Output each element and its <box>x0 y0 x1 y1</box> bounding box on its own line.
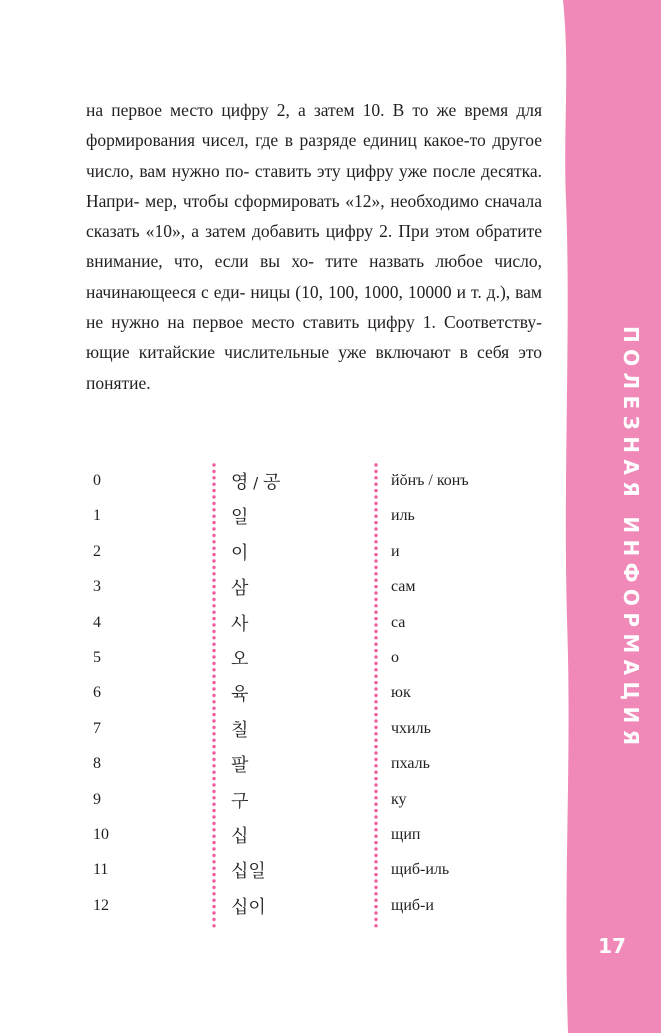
reading-cell: ку <box>391 790 407 808</box>
sidebar-background <box>563 0 661 1033</box>
number-cell: 6 <box>93 684 101 702</box>
separator-dot <box>212 463 215 466</box>
table-row <box>0 751 560 781</box>
korean-word-alt: 공 <box>262 472 281 493</box>
reading-cell: щиб-и <box>391 896 434 914</box>
korean-cell: 구 <box>231 790 249 812</box>
separator-dot <box>374 604 377 607</box>
reading-cell: о <box>391 649 399 666</box>
number-cell: 12 <box>93 896 109 914</box>
table-row <box>0 645 560 675</box>
korean-cell: 십 <box>231 826 249 847</box>
reading-cell: щип <box>391 826 421 843</box>
korean-separator: / <box>248 474 263 492</box>
table-row <box>0 574 560 604</box>
reading-cell: чхиль <box>391 719 431 737</box>
table-row <box>0 822 560 852</box>
reading-cell: юк <box>391 684 411 702</box>
number-cell: 7 <box>93 719 101 737</box>
number-cell: 0 <box>93 472 101 489</box>
table-row <box>0 468 560 498</box>
reading-cell: пхаль <box>391 755 430 773</box>
korean-cell: 오 <box>231 649 249 670</box>
table-row <box>0 893 560 923</box>
reading-cell: сам <box>391 578 416 596</box>
number-cell: 11 <box>93 861 109 879</box>
paragraph-line: ющие китайские числительные уже включают <box>86 342 451 363</box>
paragraph-line: мер, чтобы сформировать «12», необходимо <box>145 190 479 211</box>
separator-dot <box>374 534 377 537</box>
table-row <box>0 503 560 533</box>
separator-dot <box>374 675 377 678</box>
korean-cell: 팔 <box>231 755 249 777</box>
paragraph-line: ницы (10, 100, 1000, 10000 и т. д.), вам не нужно <box>86 281 543 333</box>
number-cell: 3 <box>93 578 101 596</box>
separator-dot <box>212 604 215 607</box>
korean-cell: 삼 <box>231 578 249 600</box>
korean-word: 영 <box>231 472 249 493</box>
reading-cell: и <box>391 542 400 560</box>
korean-cell <box>231 468 280 494</box>
separator-dot <box>374 463 377 466</box>
korean-cell: 칠 <box>231 719 249 741</box>
paragraph-line: При этом обратите внимание, что, если вы хо- <box>86 221 542 272</box>
korean-cell: 육 <box>231 684 249 706</box>
number-cell: 1 <box>93 507 101 525</box>
separator-dot <box>212 534 215 537</box>
number-cell: 4 <box>93 613 101 631</box>
number-cell: 8 <box>93 755 101 773</box>
number-cell: 10 <box>93 826 109 843</box>
paragraph-line: на первое место цифру 2, а затем 10. В то же <box>86 100 457 120</box>
table-row <box>0 680 560 710</box>
paragraph-line: ставить эту цифру уже после десятка. Напри- <box>86 160 543 211</box>
paragraph-line: единиц какое-то другое число, вам нужно по- <box>86 130 542 181</box>
table-row <box>0 787 560 817</box>
reading-cell: йŏнъ / конъ <box>391 472 469 489</box>
paragraph-line: время для формирования чисел, где в разряде <box>86 100 543 151</box>
paragraph-line: на первое место ставить цифру 1. Соответству- <box>167 312 542 333</box>
page-number: 17 <box>598 934 626 958</box>
sidebar-shape <box>563 0 661 1033</box>
reading-cell: иль <box>391 507 415 525</box>
table-row <box>0 610 560 640</box>
reading-cell: са <box>391 613 406 631</box>
separator-dot <box>374 924 377 927</box>
korean-cell: 십이 <box>231 896 266 918</box>
table-row <box>0 716 560 746</box>
number-cell: 5 <box>93 649 101 666</box>
reading-cell: щиб-иль <box>391 861 450 879</box>
korean-cell: 이 <box>231 542 249 564</box>
number-cell: 9 <box>93 790 101 808</box>
paragraph-line: тите назвать любое число, начинающееся с еди- <box>86 251 542 302</box>
korean-cell: 일 <box>231 507 249 529</box>
paragraph-line: в себя это понятие. <box>86 342 543 393</box>
sidebar-band <box>563 0 661 1033</box>
table-row <box>0 857 560 887</box>
section-title: ПОЛЕЗНАЯ ИНФОРМАЦИЯ <box>619 326 643 752</box>
separator-dot <box>212 924 215 927</box>
number-cell: 2 <box>93 542 101 560</box>
paragraph-line: сначала сказать «10», а затем добавить цифру 2. <box>86 190 543 242</box>
korean-cell: 십일 <box>231 861 266 883</box>
separator-dot <box>212 675 215 678</box>
korean-cell: 사 <box>231 613 249 635</box>
body-paragraph <box>86 95 542 398</box>
table-row <box>0 539 560 569</box>
